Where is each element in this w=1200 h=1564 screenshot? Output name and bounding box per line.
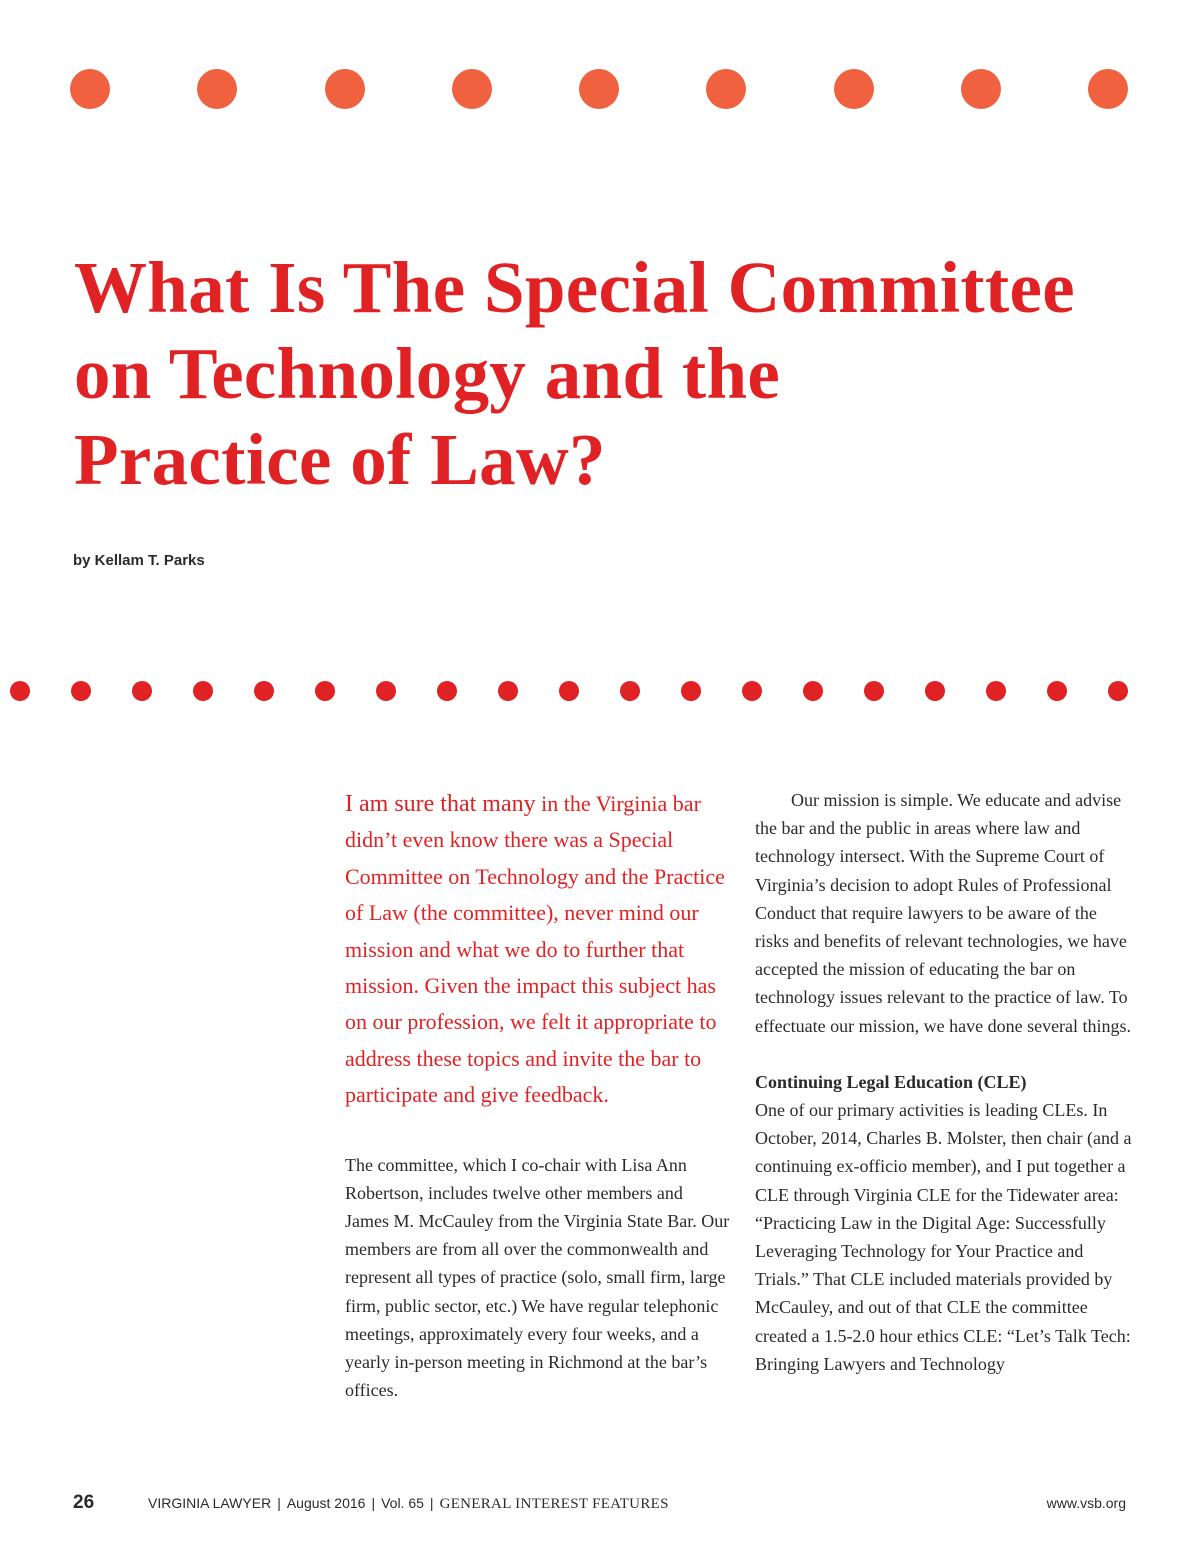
section-heading-cle: Continuing Legal Education (CLE) [755,1071,1027,1092]
decorative-dot [986,681,1006,701]
lead-paragraph-text: in the Virginia bar didn’t even know there was a Special Committee on Technology and the Practice of Law (the committee), never mind our mission and what we do to further that mission. Given the impact this subject has on our profession, we felt it appropriate to address these topics and invite the bar to participate and give feedback. [345,791,725,1108]
decorative-dot [620,681,640,701]
website-url: www.vsb.org [1046,1495,1126,1511]
decorative-dot [706,69,746,109]
decorative-dot [1047,681,1067,701]
decorative-dot [742,681,762,701]
lead-opening-words: I am sure that many [345,791,536,817]
footer-publication-info [148,1495,669,1513]
page-footer [0,1492,1200,1518]
issue-date: August 2016 [286,1495,366,1511]
decorative-dot [315,681,335,701]
decorative-dot [325,69,365,109]
decorative-dot [864,681,884,701]
footer-separator: | [371,1495,376,1511]
decorative-dot [559,681,579,701]
body-paragraph-cle: One of our primary activities is leading CLEs. In October, 2014, Charles B. Molster, then chair (and a continuing ex-officio member), and I put together a CLE through Virginia CLE for the Tidewater area: “Practicing Law in the Digital Age: Successfully Leveraging Technology for Your Practice and Trials.” That CLE included materials provided by McCauley, and out of that CLE the committee created a 1.5-2.0 hour ethics CLE: “Let’s Talk Tech: Bringing Lawyers and Technology [755,1100,1132,1374]
article-title-line: What Is The Special Committee [74,247,1075,328]
decorative-dot [1088,69,1128,109]
body-paragraph-mission: Our mission is simple. We educate and advise the bar and the public in areas where law and technology intersect. With the Supreme Court of Virginia’s decision to adopt Rules of Professional Conduct that require lawyers to be aware of the risks and benefits of relevant technologies, we have accepted the mission of educating the bar on technology issues relevant to the practice of law. To effectuate our mission, we have done several things. [755,790,1132,1036]
decorative-dot [681,681,701,701]
section-name: GENERAL INTEREST FEATURES [439,1496,669,1512]
lead-paragraph [345,786,730,1114]
decorative-dot [193,681,213,701]
decorative-dot [254,681,274,701]
article-title [74,245,1154,503]
footer-separator: | [277,1495,281,1511]
footer-separator: | [429,1495,434,1511]
decorative-dot [70,69,110,109]
decorative-dot [452,69,492,109]
decorative-dot [498,681,518,701]
decorative-dot [376,681,396,701]
decorative-dot [132,681,152,701]
decorative-dot [925,681,945,701]
divider-dot-row [10,681,1128,701]
volume-number: Vol. 65 [381,1495,424,1511]
decorative-dot [579,69,619,109]
decorative-dot [71,681,91,701]
article-title-line: on Technology and the [74,333,781,414]
decorative-dot [197,69,237,109]
decorative-dot [1108,681,1128,701]
article-title-line: Practice of Law? [74,419,606,500]
byline: by Kellam T. Parks [73,552,205,569]
decorative-dot [834,69,874,109]
right-text-column [755,786,1135,1378]
page-number: 26 [73,1492,95,1513]
publication-name: VIRGINIA LAWYER [148,1495,272,1511]
decorative-dot [437,681,457,701]
decorative-dot [803,681,823,701]
decorative-dot [10,681,30,701]
decorative-dot [961,69,1001,109]
body-paragraph-committee: The committee, which I co-chair with Lisa Ann Robertson, includes twelve other members and James M. McCauley from the Virginia State Bar. Our members are from all over the commonwealth and represent all types of practice (solo, small firm, large firm, public sector, etc.) We have regular telephonic meetings, approximately every four weeks, and a yearly in-person meeting in Richmond at the bar’s offices. [345,1154,730,1401]
top-decorative-dot-row [70,69,1128,109]
left-text-column [345,786,730,1404]
